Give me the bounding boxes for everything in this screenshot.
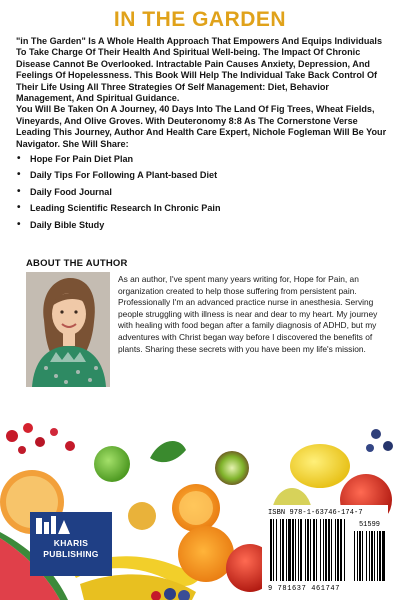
- about-author-heading: ABOUT THE AUTHOR: [26, 258, 128, 269]
- publisher-line-2: PUBLISHING: [43, 549, 99, 559]
- journey-paragraph: You Will Be Taken On A Journey, 40 Days Into The Land Of Fig Trees, Wheat Fields, Vineyards, And Olive Groves. With Deuteronomy 8:8 As The Cornerstone Verse Leading This Journey, Author And Health Care Expert, Nichole Fogleman Will Be Your Navigator. She Will Share:: [16, 104, 387, 149]
- barcode-bars: [262, 505, 388, 595]
- book-description: [16, 36, 388, 236]
- description-paragraph: "in The Garden" Is A Whole Health Approach That Empowers And Equips Individuals To Take Charge Of Their Health And Spiritual Well-being. The Impact Of Chronic Disease Cannot Be Overlooked. Intractable Pain Causes Anxiety, Depression, And Feelings Of Hopelessness. This Book Will Help The Individual Take Back Control Of Their Life Using All Three Strategies Of Self Management: Diet, Behavior Management, And Spiritual Guidance.: [16, 36, 383, 104]
- publisher-logo: [30, 512, 112, 576]
- isbn-text: ISBN 978-1-63746-174-7: [268, 509, 363, 517]
- ean-digits: 9 781637 461747: [268, 585, 341, 593]
- feature-item: • Daily Food Journal: [16, 187, 388, 198]
- publisher-line-1: KHARIS: [53, 538, 89, 548]
- feature-list: [16, 154, 388, 231]
- feature-item: • Daily Tips For Following A Plant-based Diet: [16, 170, 388, 181]
- author-bio: As an author, I've spent many years writing for, Hope for Pain, an organization created to help those suffering from persistent pain. Professionally I'm an advanced practice nurse in anesthesia. Serving people struggling with illness is near and dear to my heart. My journey with healing with food began after a family diagnosis of ADHD, but my adventures with Christ began way before I discovered the benefits of plants. Sharing these secrets with you have been my life's mission.: [118, 274, 378, 354]
- author-photo: [26, 272, 110, 387]
- publisher-mark-icon: [30, 512, 112, 538]
- feature-item: • Leading Scientific Research In Chronic Pain: [16, 203, 388, 214]
- publisher-name: [30, 538, 112, 560]
- price-code: 51599: [358, 521, 380, 529]
- feature-item: • Hope For Pain Diet Plan: [16, 154, 388, 165]
- feature-item: • Daily Bible Study: [16, 220, 388, 231]
- isbn-barcode: [262, 505, 388, 595]
- book-title: IN THE GARDEN: [113, 8, 287, 31]
